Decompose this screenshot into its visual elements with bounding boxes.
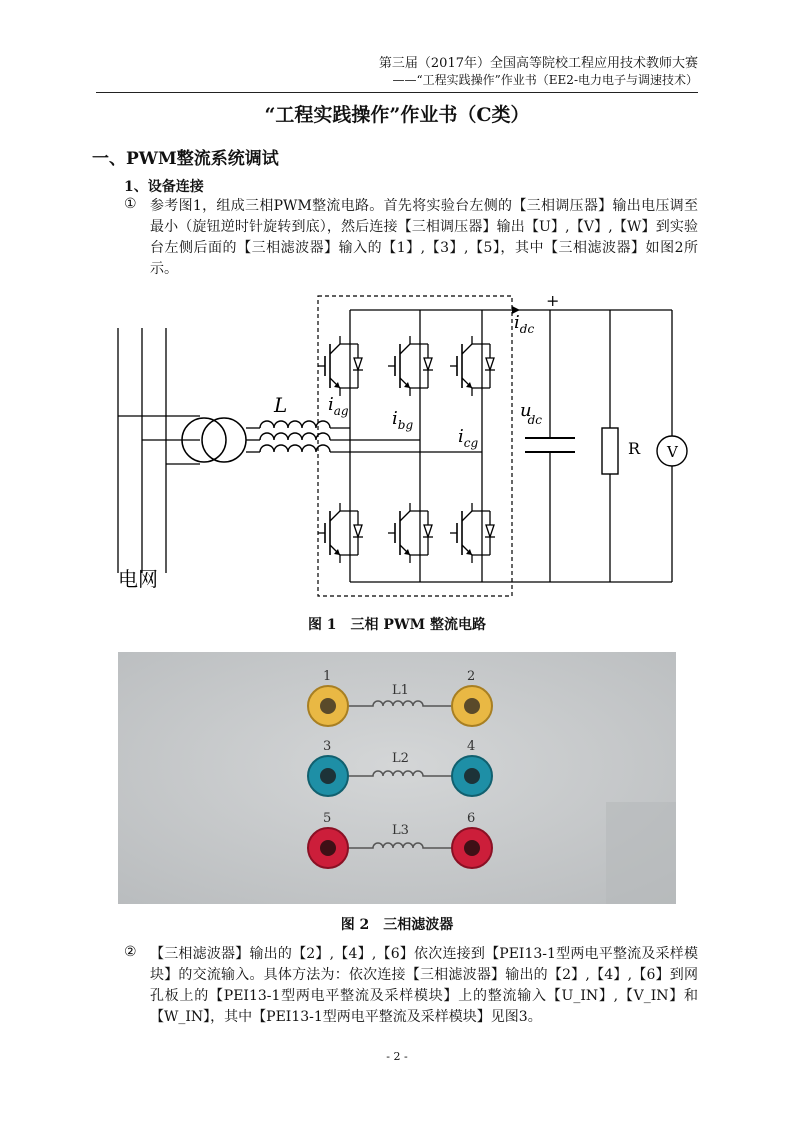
idc-subscript: dc	[519, 322, 535, 336]
iag-label: i	[328, 394, 334, 415]
terminal-3-label: 3	[323, 739, 332, 754]
plus-label: +	[546, 291, 560, 310]
udc-label: u	[520, 400, 532, 421]
icg-subscript: cg	[463, 436, 479, 450]
terminal-2-label: 2	[467, 669, 476, 684]
svg-text:icg	[458, 426, 478, 450]
svg-text:udc	[520, 400, 542, 427]
svg-text:ibg	[392, 408, 413, 432]
terminal-1-label: 1	[323, 669, 332, 684]
inductor-label: L	[274, 393, 288, 417]
header-rule	[96, 92, 698, 93]
udc-subscript: dc	[527, 413, 542, 427]
terminal-6-label: 6	[467, 811, 476, 826]
step2-marker: ②	[124, 944, 137, 960]
figure1-circuit-diagram	[100, 288, 700, 608]
inductor-L3-label: L3	[392, 823, 409, 838]
page-number: - 2 -	[386, 1050, 408, 1063]
svg-text:idc	[514, 312, 534, 336]
inductor-L2-label: L2	[392, 751, 409, 766]
resistor-label: R	[628, 439, 641, 458]
page-title: “工程实践操作”作业书（C类）	[264, 104, 530, 126]
voltmeter-label: V	[667, 443, 678, 461]
figure2-caption: 图 2 三相滤波器	[340, 917, 454, 933]
section-heading: 一、PWM整流系统调试	[92, 149, 279, 169]
header-doc-subtitle: ——“工程实践操作”作业书（EE2-电力电子与调速技术）	[392, 73, 698, 87]
svg-text:iag	[328, 394, 349, 418]
step1-marker: ①	[124, 196, 137, 212]
iag-subscript: ag	[333, 404, 349, 418]
figure2-filter-photo	[118, 652, 676, 904]
icg-label: i	[458, 426, 464, 447]
header-contest-title: 第三届（2017年）全国高等院校工程应用技术教师大赛	[378, 56, 698, 71]
inductor-L1-label: L1	[392, 683, 409, 698]
step1-paragraph: 参考图1，组成三相PWM整流电路。首先将实验台左侧的【三相调压器】输出电压调至最小（旋钮逆时针旋转到底），然后连接【三相调压器】输出【U】,【V】,【W】到实验台左侧后面的【三相滤波器】输入的【1】,【3】,【5】，其中【三相滤波器】如图2所示。	[150, 198, 698, 277]
terminal-4-label: 4	[467, 739, 476, 754]
idc-label: i	[514, 312, 520, 333]
ibg-label: i	[392, 408, 398, 429]
terminal-5-label: 5	[323, 811, 332, 826]
ibg-subscript: bg	[397, 418, 414, 432]
subsection-heading: 1、设备连接	[124, 179, 204, 195]
grid-label: 电网	[118, 567, 158, 591]
figure1-caption: 图 1 三相 PWM 整流电路	[307, 617, 487, 633]
step2-paragraph: 【三相滤波器】输出的【2】,【4】,【6】依次连接到【PEI13-1型两电平整流及采样模块】的交流输入。具体方法为：依次连接【三相滤波器】输出的【2】,【4】,【6】到网孔板上的【PEI13-1型两电平整流及采样模块】上的整流输入【U_IN】,【V_IN】和【W_IN】，其中【PEI13-1型两电平整流及采样模块】见图3。	[150, 946, 698, 1025]
